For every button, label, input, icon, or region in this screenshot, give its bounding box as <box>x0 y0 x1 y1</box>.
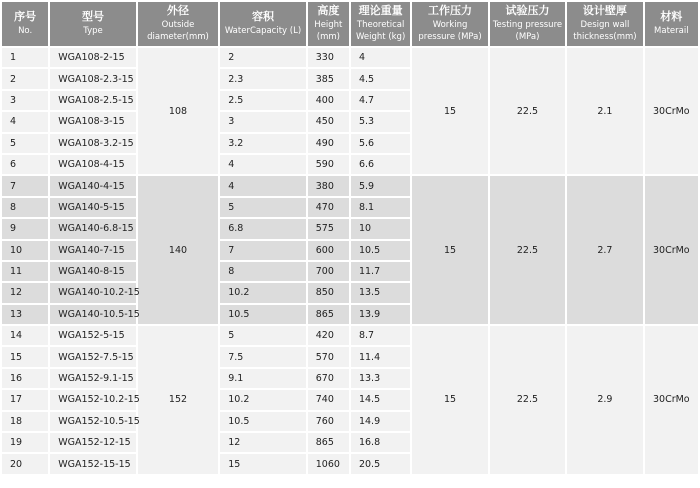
cell-capacity: 10.5 <box>220 412 306 431</box>
header-testing-pressure <box>490 2 565 46</box>
cell-no: 15 <box>2 347 48 366</box>
header-height <box>308 2 349 46</box>
cell-capacity: 5 <box>220 198 306 217</box>
cell-capacity: 2.5 <box>220 91 306 110</box>
cell-type: WGA140-5-15 <box>50 198 136 217</box>
header-capacity-zh: 容积 <box>251 10 274 23</box>
header-height-zh: 高度 <box>317 4 340 17</box>
cell-height: 385 <box>308 69 349 88</box>
cell-working-pressure: 15 <box>412 48 487 174</box>
cell-weight: 4.5 <box>351 69 410 88</box>
cell-type: WGA152-10.5-15 <box>50 412 136 431</box>
cell-capacity: 8 <box>220 262 306 281</box>
header-capacity <box>220 2 306 46</box>
cell-type: WGA140-6.8-15 <box>50 219 136 238</box>
cell-no: 12 <box>2 283 48 302</box>
cell-weight: 16.8 <box>351 433 410 452</box>
cell-outside-diameter: 152 <box>138 326 218 474</box>
table-row <box>2 48 698 67</box>
cell-weight: 14.5 <box>351 390 410 409</box>
cell-weight: 10 <box>351 219 410 238</box>
cell-capacity: 10.5 <box>220 305 306 324</box>
cell-type: WGA152-10.2-15 <box>50 390 136 409</box>
cell-height: 490 <box>308 134 349 153</box>
cell-weight: 4 <box>351 48 410 67</box>
cell-no: 9 <box>2 219 48 238</box>
cell-outside-diameter: 108 <box>138 48 218 174</box>
cell-weight: 6.6 <box>351 155 410 174</box>
cell-no: 10 <box>2 241 48 260</box>
cell-height: 1060 <box>308 454 349 473</box>
cell-no: 19 <box>2 433 48 452</box>
header-testing-pressure-en: Testing pressure (MPa) <box>492 20 563 42</box>
cell-weight: 5.3 <box>351 112 410 131</box>
cell-capacity: 10.2 <box>220 390 306 409</box>
cell-testing-pressure: 22.5 <box>490 326 565 474</box>
table-row <box>2 326 698 345</box>
cell-weight: 14.9 <box>351 412 410 431</box>
cell-height: 420 <box>308 326 349 345</box>
header-row <box>2 2 698 46</box>
cell-weight: 13.9 <box>351 305 410 324</box>
cell-height: 740 <box>308 390 349 409</box>
header-type-en: Type <box>83 26 103 36</box>
cell-type: WGA140-4-15 <box>50 176 136 195</box>
cell-weight: 4.7 <box>351 91 410 110</box>
cell-capacity: 2 <box>220 48 306 67</box>
header-working-pressure <box>412 2 487 46</box>
header-no-en: No. <box>18 26 33 36</box>
cell-wall-thickness: 2.1 <box>567 48 642 174</box>
cell-type: WGA108-3.2-15 <box>50 134 136 153</box>
header-material-en: Materail <box>654 26 689 36</box>
cell-no: 17 <box>2 390 48 409</box>
cell-weight: 8.1 <box>351 198 410 217</box>
cell-no: 11 <box>2 262 48 281</box>
header-height-en: Height (mm) <box>314 20 343 42</box>
cell-capacity: 10.2 <box>220 283 306 302</box>
cell-weight: 5.6 <box>351 134 410 153</box>
cell-type: WGA108-4-15 <box>50 155 136 174</box>
cell-type: WGA108-2.5-15 <box>50 91 136 110</box>
cell-type: WGA108-2.3-15 <box>50 69 136 88</box>
cell-no: 3 <box>2 91 48 110</box>
cell-type: WGA108-2-15 <box>50 48 136 67</box>
header-working-pressure-en: Working pressure (MPa) <box>418 20 482 42</box>
cell-outside-diameter: 140 <box>138 176 218 324</box>
header-capacity-en: WaterCapacity (L) <box>224 26 302 36</box>
header-no <box>2 2 48 46</box>
header-outside-diameter-en: Outside diameter(mm) <box>147 20 209 42</box>
header-wall-thickness <box>567 2 642 46</box>
cell-capacity: 7 <box>220 241 306 260</box>
cell-height: 850 <box>308 283 349 302</box>
cell-height: 600 <box>308 241 349 260</box>
cell-type: WGA108-3-15 <box>50 112 136 131</box>
cell-no: 1 <box>2 48 48 67</box>
cell-height: 570 <box>308 347 349 366</box>
cell-no: 4 <box>2 112 48 131</box>
cell-height: 470 <box>308 198 349 217</box>
cell-testing-pressure: 22.5 <box>490 176 565 324</box>
cell-no: 13 <box>2 305 48 324</box>
cell-no: 14 <box>2 326 48 345</box>
cell-capacity: 9.1 <box>220 369 306 388</box>
cell-height: 590 <box>308 155 349 174</box>
cell-height: 450 <box>308 112 349 131</box>
cell-type: WGA140-7-15 <box>50 241 136 260</box>
header-outside-diameter <box>138 2 218 46</box>
cell-type: WGA152-15-15 <box>50 454 136 473</box>
cell-testing-pressure: 22.5 <box>490 48 565 174</box>
cell-capacity: 3 <box>220 112 306 131</box>
cell-weight: 11.4 <box>351 347 410 366</box>
header-weight-en: Theoretical Weight (kg) <box>356 20 406 42</box>
header-outside-diameter-zh: 外径 <box>167 4 189 17</box>
cell-type: WGA152-12-15 <box>50 433 136 452</box>
cell-no: 18 <box>2 412 48 431</box>
cell-height: 400 <box>308 91 349 110</box>
cell-wall-thickness: 2.9 <box>567 326 642 474</box>
cell-capacity: 15 <box>220 454 306 473</box>
cell-height: 865 <box>308 433 349 452</box>
cell-material: 30CrMo <box>645 176 698 324</box>
cell-type: WGA152-9.1-15 <box>50 369 136 388</box>
cell-weight: 5.9 <box>351 176 410 195</box>
cell-capacity: 4 <box>220 176 306 195</box>
header-working-pressure-zh: 工作压力 <box>428 4 473 17</box>
cell-wall-thickness: 2.7 <box>567 176 642 324</box>
cell-no: 8 <box>2 198 48 217</box>
cell-no: 2 <box>2 69 48 88</box>
header-type <box>50 2 136 46</box>
cell-no: 7 <box>2 176 48 195</box>
cell-weight: 10.5 <box>351 241 410 260</box>
cell-height: 760 <box>308 412 349 431</box>
cell-weight: 11.7 <box>351 262 410 281</box>
cell-capacity: 2.3 <box>220 69 306 88</box>
cell-no: 16 <box>2 369 48 388</box>
cell-weight: 13.3 <box>351 369 410 388</box>
cell-type: WGA140-8-15 <box>50 262 136 281</box>
header-weight-zh: 理论重量 <box>358 4 403 17</box>
cell-type: WGA152-5-15 <box>50 326 136 345</box>
cell-height: 670 <box>308 369 349 388</box>
cell-weight: 13.5 <box>351 283 410 302</box>
cell-capacity: 6.8 <box>220 219 306 238</box>
cell-material: 30CrMo <box>645 326 698 474</box>
header-weight <box>351 2 410 46</box>
cell-no: 5 <box>2 134 48 153</box>
cell-weight: 20.5 <box>351 454 410 473</box>
cell-capacity: 4 <box>220 155 306 174</box>
header-material-zh: 材料 <box>660 10 683 23</box>
cell-capacity: 7.5 <box>220 347 306 366</box>
header-wall-thickness-en: Design wall thickness(mm) <box>573 20 637 42</box>
table-row <box>2 176 698 195</box>
cell-material: 30CrMo <box>645 48 698 174</box>
header-testing-pressure-zh: 试验压力 <box>505 4 550 17</box>
cell-capacity: 5 <box>220 326 306 345</box>
cell-working-pressure: 15 <box>412 176 487 324</box>
table-body <box>2 48 698 474</box>
cell-height: 700 <box>308 262 349 281</box>
cell-height: 865 <box>308 305 349 324</box>
header-material <box>645 2 698 46</box>
cell-type: WGA140-10.2-15 <box>50 283 136 302</box>
cell-capacity: 3.2 <box>220 134 306 153</box>
header-wall-thickness-zh: 设计壁厚 <box>582 4 627 17</box>
header-type-zh: 型号 <box>82 10 105 23</box>
cell-capacity: 12 <box>220 433 306 452</box>
cell-height: 575 <box>308 219 349 238</box>
cell-no: 20 <box>2 454 48 473</box>
cell-weight: 8.7 <box>351 326 410 345</box>
header-no-zh: 序号 <box>14 10 37 23</box>
cell-working-pressure: 15 <box>412 326 487 474</box>
cell-no: 6 <box>2 155 48 174</box>
cell-height: 380 <box>308 176 349 195</box>
cell-type: WGA152-7.5-15 <box>50 347 136 366</box>
cell-type: WGA140-10.5-15 <box>50 305 136 324</box>
cell-height: 330 <box>308 48 349 67</box>
